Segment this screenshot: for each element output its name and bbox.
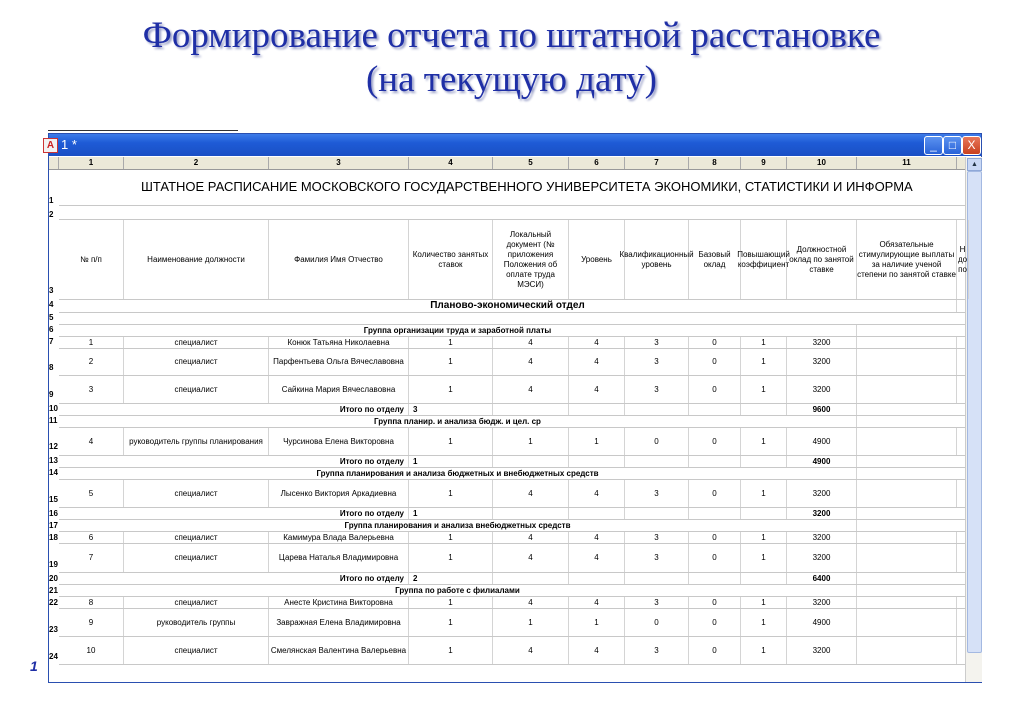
cell-empty[interactable]	[741, 404, 787, 415]
cell-empty[interactable]	[569, 508, 625, 519]
cell-qual-level[interactable]: 3	[625, 532, 689, 543]
cell-number[interactable]: 2	[59, 349, 124, 375]
row-header[interactable]: 24	[49, 652, 58, 661]
cell-count[interactable]: 1	[409, 544, 493, 572]
cell-count[interactable]: 1	[409, 428, 493, 455]
header-cell[interactable]: Количество занятых ставок	[409, 220, 493, 299]
header-cell[interactable]: Должностной оклад по занятой ставке	[787, 220, 857, 299]
total-salary[interactable]: 9600	[787, 404, 857, 415]
group-row	[59, 468, 965, 480]
row-header[interactable]: 11	[49, 416, 58, 425]
cell-extra[interactable]	[857, 428, 957, 455]
total-label[interactable]: Итого по отделу	[59, 573, 409, 584]
cell-count[interactable]: 1	[409, 532, 493, 543]
row-header[interactable]: 15	[49, 495, 58, 504]
cell-number[interactable]: 7	[59, 544, 124, 572]
cell-extra[interactable]	[857, 337, 957, 348]
row-header[interactable]: 8	[49, 363, 54, 372]
row-header[interactable]: 4	[49, 300, 54, 309]
header-cell[interactable]: Квалификационный уровень	[625, 220, 689, 299]
row-header[interactable]: 21	[49, 586, 58, 595]
cell-doc[interactable]: 4	[493, 376, 569, 403]
cell-base[interactable]: 0	[689, 337, 741, 348]
cell-number[interactable]: 4	[59, 428, 124, 455]
cell-number[interactable]: 9	[59, 609, 124, 636]
row-header[interactable]: 6	[49, 325, 54, 334]
row-header[interactable]: 18	[49, 533, 58, 542]
cell-empty[interactable]	[689, 404, 741, 415]
cell-count[interactable]: 1	[409, 337, 493, 348]
cell-count[interactable]: 1	[409, 609, 493, 636]
window-titlebar[interactable]	[46, 134, 981, 156]
spreadsheet-window	[48, 133, 982, 683]
spreadsheet-grid[interactable]	[59, 170, 968, 682]
cell-doc[interactable]: 4	[493, 597, 569, 608]
group-row	[59, 585, 965, 597]
minimize-button[interactable]: _	[924, 136, 943, 155]
table-row	[59, 544, 965, 573]
total-row	[59, 508, 965, 520]
header-row	[59, 220, 968, 300]
header-cell[interactable]: Н до по	[957, 220, 969, 299]
column-header[interactable]: 2	[124, 157, 269, 169]
corner-cell[interactable]	[49, 157, 59, 169]
row-header[interactable]: 20	[49, 574, 58, 583]
cell-salary[interactable]: 3200	[787, 337, 857, 348]
total-row	[59, 573, 965, 585]
cell-coef[interactable]: 1	[741, 597, 787, 608]
group-title[interactable]: Группа по работе с филиалами	[59, 585, 857, 596]
cell-empty[interactable]	[569, 456, 625, 467]
table-row	[59, 349, 965, 376]
column-header[interactable]: 9	[741, 157, 787, 169]
total-salary[interactable]: 3200	[787, 508, 857, 519]
cell-count[interactable]: 1	[409, 597, 493, 608]
header-cell[interactable]: № п/п	[59, 220, 124, 299]
cell-empty[interactable]	[569, 404, 625, 415]
total-count[interactable]: 3	[409, 404, 493, 415]
cell-salary[interactable]: 4900	[787, 428, 857, 455]
cell-doc[interactable]: 1	[493, 609, 569, 636]
cell-number[interactable]: 6	[59, 532, 124, 543]
cell-qual-level[interactable]: 3	[625, 337, 689, 348]
cell-doc[interactable]: 4	[493, 532, 569, 543]
column-header[interactable]: 3	[269, 157, 409, 169]
cell-base[interactable]: 0	[689, 544, 741, 572]
cell-coef[interactable]: 1	[741, 376, 787, 403]
row-header[interactable]: 16	[49, 509, 58, 518]
cell-extra[interactable]	[857, 532, 957, 543]
cell-number[interactable]: 8	[59, 597, 124, 608]
cell-doc[interactable]: 1	[493, 428, 569, 455]
header-cell[interactable]: Уровень	[569, 220, 625, 299]
cell-doc[interactable]: 4	[493, 349, 569, 375]
cell-extra[interactable]	[857, 609, 957, 636]
table-row	[59, 337, 965, 349]
header-cell[interactable]: Обязательные стимулирующие выплаты за наличие ученой степени по занятой ставке	[857, 220, 957, 299]
column-header[interactable]: 4	[409, 157, 493, 169]
department-title[interactable]: Планово-экономический отдел	[59, 300, 957, 312]
cell-number[interactable]: 1	[59, 337, 124, 348]
row-header[interactable]: 13	[49, 456, 58, 465]
table-row	[59, 609, 965, 637]
cell-qual-level[interactable]: 0	[625, 609, 689, 636]
cell-count[interactable]: 1	[409, 349, 493, 375]
cell-salary[interactable]: 3200	[787, 532, 857, 543]
cell-salary[interactable]: 3200	[787, 480, 857, 507]
cell-extra[interactable]	[857, 349, 957, 375]
column-header[interactable]: 11	[857, 157, 957, 169]
cell-empty[interactable]	[625, 404, 689, 415]
cell-empty[interactable]	[741, 573, 787, 584]
cell-level[interactable]: 4	[569, 597, 625, 608]
row-header[interactable]: 12	[49, 442, 58, 451]
cell-qual-level[interactable]: 3	[625, 376, 689, 403]
cell-empty[interactable]	[625, 456, 689, 467]
cell-doc[interactable]: 4	[493, 544, 569, 572]
cell-count[interactable]: 1	[409, 480, 493, 507]
group-row	[59, 325, 965, 337]
cell-position[interactable]: специалист	[124, 597, 269, 608]
cell-coef[interactable]: 1	[741, 349, 787, 375]
header-cell[interactable]: Повышающий коэффициент	[741, 220, 787, 299]
cell-position[interactable]: руководитель группы	[124, 609, 269, 636]
close-button[interactable]: X	[962, 136, 981, 155]
cell-count[interactable]: 1	[409, 637, 493, 664]
table-row	[59, 170, 965, 206]
cell-empty[interactable]	[493, 404, 569, 415]
group-title[interactable]: Группа планирования и анализа бюджетных и внебюджетных средств	[59, 468, 857, 479]
cell-empty[interactable]	[741, 508, 787, 519]
cell-extra[interactable]	[857, 597, 957, 608]
cell-level[interactable]: 4	[569, 532, 625, 543]
cell-position[interactable]: специалист	[124, 349, 269, 375]
table-row	[59, 206, 965, 220]
table-row	[59, 313, 965, 325]
total-salary[interactable]: 4900	[787, 456, 857, 467]
divider	[48, 130, 238, 131]
cell-coef[interactable]: 1	[741, 337, 787, 348]
cell-base[interactable]: 0	[689, 349, 741, 375]
row-header[interactable]: 7	[49, 337, 54, 346]
row-header[interactable]: 23	[49, 625, 58, 634]
cell-number[interactable]: 10	[59, 637, 124, 664]
group-title[interactable]: Группа планирования и анализа внебюджетных средств	[59, 520, 857, 531]
table-row	[59, 480, 965, 508]
group-title[interactable]: Группа организации труда и заработной платы	[59, 325, 857, 336]
total-row	[59, 456, 965, 468]
cell-level[interactable]: 4	[569, 337, 625, 348]
cell-empty[interactable]	[741, 456, 787, 467]
cell-fio[interactable]: Конюк Татьяна Николаевна	[269, 337, 409, 348]
row-header[interactable]: 9	[49, 390, 54, 399]
total-count[interactable]: 1	[409, 456, 493, 467]
cell-empty[interactable]	[625, 508, 689, 519]
cell-extra[interactable]	[857, 637, 957, 664]
row-header[interactable]: 5	[49, 313, 54, 322]
document-icon: A	[43, 138, 58, 153]
cell-qual-level[interactable]: 3	[625, 637, 689, 664]
cell-empty[interactable]	[493, 456, 569, 467]
cell-extra[interactable]	[857, 376, 957, 403]
cell-extra[interactable]	[857, 480, 957, 507]
column-header[interactable]: 5	[493, 157, 569, 169]
cell-base[interactable]: 0	[689, 480, 741, 507]
cell-position[interactable]: специалист	[124, 480, 269, 507]
cell-position[interactable]: руководитель группы планирования	[124, 428, 269, 455]
group-row	[59, 416, 965, 428]
cell-position[interactable]: специалист	[124, 376, 269, 403]
cell-level[interactable]: 4	[569, 544, 625, 572]
header-cell[interactable]: Локальный документ (№ приложения Положения об оплате труда МЭСИ)	[493, 220, 569, 299]
header-cell[interactable]: Фамилия Имя Отчество	[269, 220, 409, 299]
cell-fio[interactable]: Царева Наталья Владимировна	[269, 544, 409, 572]
cell-fio[interactable]: Сайкина Мария Вячеславовна	[269, 376, 409, 403]
cell-salary[interactable]: 4900	[787, 609, 857, 636]
group-title[interactable]: Группа планир. и анализа бюдж. и цел. ср	[59, 416, 857, 427]
cell-fio[interactable]: Лысенко Виктория Аркадиевна	[269, 480, 409, 507]
cell-fio[interactable]: Смелянская Валентина Валерьевна	[269, 637, 409, 664]
cell-salary[interactable]: 3200	[787, 349, 857, 375]
cell-number[interactable]: 3	[59, 376, 124, 403]
cell-level[interactable]: 1	[569, 428, 625, 455]
cell-fio[interactable]: Чурсинова Елена Викторовна	[269, 428, 409, 455]
cell-empty[interactable]	[493, 508, 569, 519]
column-header[interactable]: 7	[625, 157, 689, 169]
cell-position[interactable]: специалист	[124, 337, 269, 348]
cell-doc[interactable]: 4	[493, 480, 569, 507]
slide-title-line2: (на текущую дату)	[365, 59, 657, 100]
cell-base[interactable]: 0	[689, 376, 741, 403]
page-number: 1	[30, 658, 38, 674]
slide-title	[0, 14, 1023, 102]
scroll-thumb[interactable]	[967, 171, 982, 653]
cell-fio[interactable]: Парфентьева Ольга Вячеславовна	[269, 349, 409, 375]
cell-base[interactable]: 0	[689, 428, 741, 455]
row-header[interactable]: 1	[49, 196, 54, 205]
cell-level[interactable]: 4	[569, 376, 625, 403]
cell-qual-level[interactable]: 0	[625, 428, 689, 455]
cell-qual-level[interactable]: 3	[625, 349, 689, 375]
total-count[interactable]: 2	[409, 573, 493, 584]
cell-empty[interactable]	[569, 573, 625, 584]
cell-doc[interactable]: 4	[493, 337, 569, 348]
total-label[interactable]: Итого по отделу	[59, 404, 409, 415]
slide-title-line1: Формирование отчета по штатной расстановке	[142, 15, 881, 56]
cell-salary[interactable]: 3200	[787, 637, 857, 664]
cell-salary[interactable]: 3200	[787, 544, 857, 572]
table-row	[59, 376, 965, 404]
column-header[interactable]: 6	[569, 157, 625, 169]
cell-fio[interactable]: Анесте Кристина Викторовна	[269, 597, 409, 608]
cell-base[interactable]: 0	[689, 609, 741, 636]
cell-coef[interactable]: 1	[741, 637, 787, 664]
cell-empty[interactable]	[493, 573, 569, 584]
cell-fio[interactable]: Камимура Влада Валерьевна	[269, 532, 409, 543]
row-header[interactable]: 14	[49, 468, 58, 477]
department-row	[59, 300, 965, 313]
cell-position[interactable]: специалист	[124, 637, 269, 664]
cell-empty[interactable]	[689, 508, 741, 519]
table-row	[59, 597, 965, 609]
cell-coef[interactable]: 1	[741, 544, 787, 572]
cell-salary[interactable]: 3200	[787, 376, 857, 403]
column-header[interactable]: 1	[59, 157, 124, 169]
row-header[interactable]: 2	[49, 210, 54, 219]
total-label[interactable]: Итого по отделу	[59, 508, 409, 519]
cell-empty[interactable]	[689, 456, 741, 467]
total-row	[59, 404, 965, 416]
cell-extra[interactable]	[857, 544, 957, 572]
cell-qual-level[interactable]: 3	[625, 544, 689, 572]
total-count[interactable]: 1	[409, 508, 493, 519]
column-header[interactable]: 10	[787, 157, 857, 169]
cell-base[interactable]: 0	[689, 532, 741, 543]
row-header[interactable]: 17	[49, 521, 58, 530]
cell-doc[interactable]: 4	[493, 637, 569, 664]
row-header[interactable]: 19	[49, 560, 58, 569]
total-label[interactable]: Итого по отделу	[59, 456, 409, 467]
cell-fio[interactable]: Завражная Елена Владимировна	[269, 609, 409, 636]
row-header[interactable]: 3	[49, 286, 54, 295]
header-cell[interactable]: Наименование должности	[124, 220, 269, 299]
column-header[interactable]: 8	[689, 157, 741, 169]
maximize-button[interactable]: □	[943, 136, 962, 155]
cell-empty[interactable]	[625, 573, 689, 584]
cell-coef[interactable]: 1	[741, 480, 787, 507]
cell-qual-level[interactable]: 3	[625, 597, 689, 608]
cell-coef[interactable]: 1	[741, 428, 787, 455]
table-row	[59, 532, 965, 544]
column-header-bar	[49, 157, 981, 170]
cell-empty[interactable]	[689, 573, 741, 584]
row-header[interactable]: 22	[49, 598, 58, 607]
cell-count[interactable]: 1	[409, 376, 493, 403]
cell-base[interactable]: 0	[689, 597, 741, 608]
cell-level[interactable]: 1	[569, 609, 625, 636]
window-title: 1 *	[61, 137, 77, 152]
cell-position[interactable]: специалист	[124, 544, 269, 572]
total-salary[interactable]: 6400	[787, 573, 857, 584]
cell-level[interactable]: 4	[569, 637, 625, 664]
sheet-title[interactable]: ШТАТНОЕ РАСПИСАНИЕ МОСКОВСКОГО ГОСУДАРСТВЕННОГО УНИВЕРСИТЕТА ЭКОНОМИКИ, СТАТИСТИКИ И ИНФОРМА	[141, 179, 913, 194]
cell-position[interactable]: специалист	[124, 532, 269, 543]
cell-coef[interactable]: 1	[741, 609, 787, 636]
cell-level[interactable]: 4	[569, 480, 625, 507]
row-header[interactable]: 10	[49, 404, 58, 413]
cell-salary[interactable]: 3200	[787, 597, 857, 608]
cell-base[interactable]: 0	[689, 637, 741, 664]
cell-coef[interactable]: 1	[741, 532, 787, 543]
header-cell[interactable]: Базовый оклад	[689, 220, 741, 299]
cell-qual-level[interactable]: 3	[625, 480, 689, 507]
scroll-up-icon[interactable]: ▲	[967, 158, 982, 171]
table-row	[59, 428, 965, 456]
cell-level[interactable]: 4	[569, 349, 625, 375]
cell-number[interactable]: 5	[59, 480, 124, 507]
table-row	[59, 637, 965, 665]
group-row	[59, 520, 965, 532]
